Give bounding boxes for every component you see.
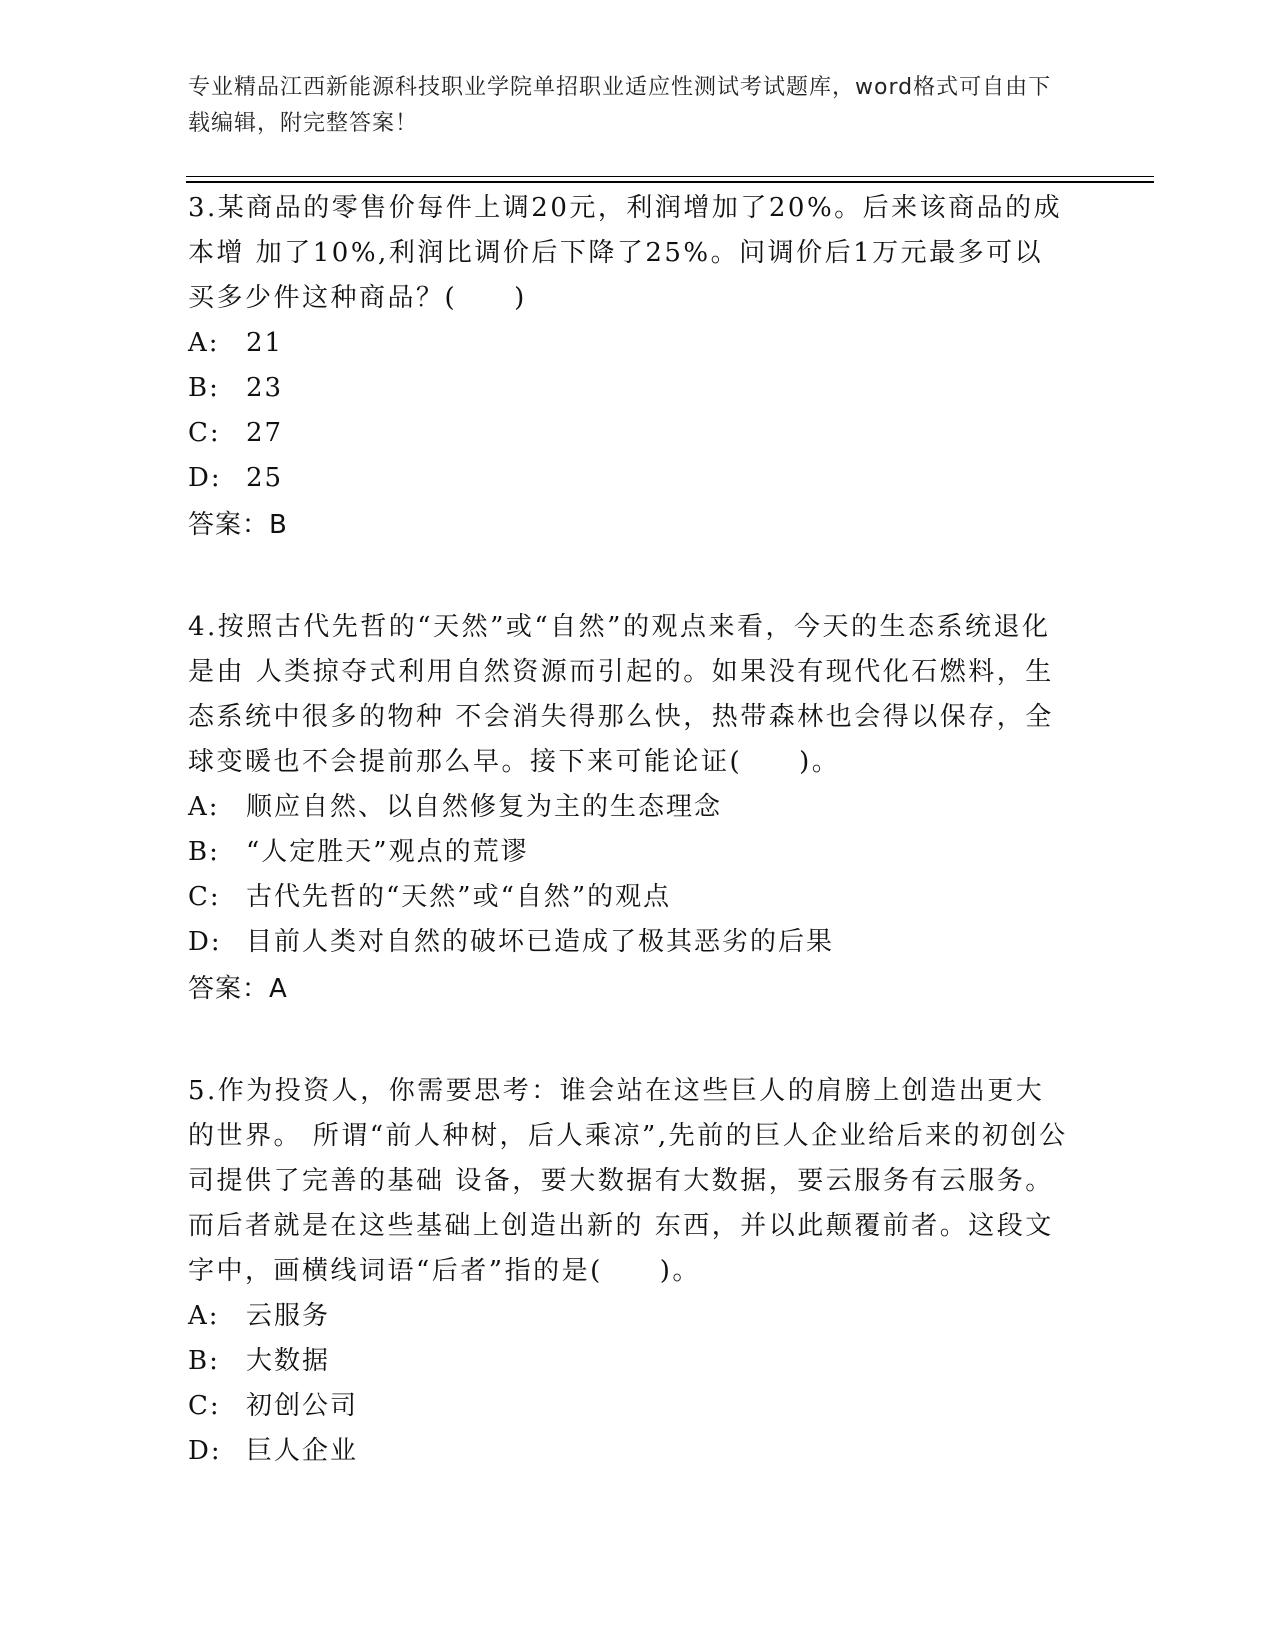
option-d	[188, 920, 1088, 965]
option-text: 古代先哲的“天然”或“自然”的观点	[246, 882, 672, 912]
question-stem: 4.按照古代先哲的“天然”或“自然”的观点来看，今天的生态系统退化是由 人类掠夺式利用自然资源而引起的。如果没有现代化石燃料，生态系统中很多的物种 不会消失得那么快，热带森林也会得以保存，全球变暖也不会提前那么早。接下来可能论证( )。	[188, 612, 1054, 777]
option-a	[188, 785, 1088, 830]
option-letter: B:	[188, 837, 220, 867]
header-divider-thin	[186, 176, 1154, 177]
question-4	[188, 605, 1088, 1013]
option-b	[188, 366, 1088, 411]
header-divider-thick	[186, 181, 1154, 183]
option-letter: D:	[188, 1436, 222, 1466]
question-spacer	[188, 1013, 1088, 1069]
option-text: 巨人企业	[246, 1436, 359, 1466]
option-letter: C:	[188, 1391, 221, 1421]
option-text: 顺应自然、以自然修复为主的生态理念	[246, 792, 723, 822]
option-text: 云服务	[246, 1301, 331, 1331]
document-header: 专业精品江西新能源科技职业学院单招职业适应性测试考试题库，word格式可自由下载编辑，附完整答案！	[188, 75, 1052, 136]
option-letter: D:	[188, 463, 222, 493]
option-a	[188, 1294, 1088, 1339]
option-b	[188, 1339, 1088, 1384]
option-c	[188, 1384, 1088, 1429]
option-c	[188, 875, 1088, 920]
option-b	[188, 830, 1088, 875]
option-text: 23	[246, 373, 284, 403]
option-letter: C:	[188, 418, 221, 448]
question-list	[188, 186, 1088, 1474]
option-letter: C:	[188, 882, 221, 912]
answer-line: 答案：A	[188, 974, 288, 1004]
answer-line: 答案：B	[188, 510, 288, 540]
option-text: 25	[246, 463, 284, 493]
option-text: 21	[246, 328, 284, 358]
option-d	[188, 456, 1088, 501]
question-stem: 5.作为投资人，你需要思考：谁会站在这些巨人的肩膀上创造出更大的世界。 所谓“前人种树，后人乘凉”,先前的巨人企业给后来的初创公司提供了完善的基础 设备，要大数据有大数据，要云服务有云服务。而后者就是在这些基础上创造出新的 东西，并以此颠覆前者。这段文字中，画横线词语“后者”指的是( )。	[188, 1076, 1068, 1286]
question-spacer	[188, 549, 1088, 605]
option-text: 大数据	[246, 1346, 331, 1376]
option-text: 初创公司	[246, 1391, 359, 1421]
option-letter: A:	[188, 1301, 220, 1331]
option-letter: B:	[188, 373, 220, 403]
option-letter: D:	[188, 927, 222, 957]
option-text: “人定胜天”观点的荒谬	[246, 837, 529, 867]
option-text: 目前人类对自然的破坏已造成了极其恶劣的后果	[246, 927, 835, 957]
question-3	[188, 186, 1088, 549]
option-letter: A:	[188, 792, 220, 822]
option-c	[188, 411, 1088, 456]
question-stem: 3.某商品的零售价每件上调20元，利润增加了20%。后来该商品的成本增 加了10%,利润比调价后下降了25%。问调价后1万元最多可以买多少件这种商品？( )	[188, 193, 1063, 313]
option-text: 27	[246, 418, 284, 448]
option-letter: A:	[188, 328, 220, 358]
option-d	[188, 1429, 1088, 1474]
question-5	[188, 1069, 1088, 1474]
option-letter: B:	[188, 1346, 220, 1376]
option-a	[188, 321, 1088, 366]
